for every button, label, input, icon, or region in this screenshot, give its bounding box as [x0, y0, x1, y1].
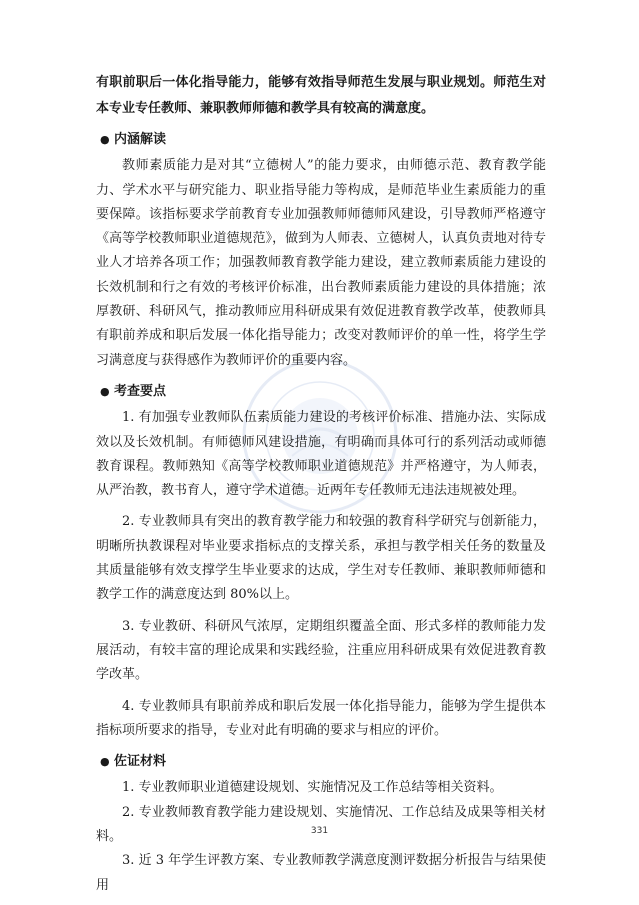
section-heading-evidence [96, 750, 546, 774]
page-number: 331 [310, 826, 329, 836]
key-point-item: 4. 专业教师具有职前养成和职后发展一体化指导能力，能够为学生提供本指标项所要求的指导，专业对此有明确的要求与相应的评价。 [96, 698, 546, 738]
section-heading-text: 佐证材料 [114, 754, 167, 770]
bullet-icon: ● [100, 133, 110, 146]
bullet-icon: ● [100, 384, 110, 398]
evidence-item: 3. 近 3 年学生评教方案、专业教师教学满意度测评数据分析报告与结果使用 [96, 853, 546, 893]
bullet-icon: ● [100, 755, 110, 769]
section-heading-text: 考查要点 [114, 383, 167, 399]
intro-paragraph: 有职前职后一体化指导能力，能够有效指导师范生发展与职业规划。师范生对本专业专任教师、兼职教师师德和教学具有较高的满意度。 [96, 75, 546, 116]
section-heading-connotation [96, 128, 546, 152]
key-point-item: 1. 有加强专业教师队伍素质能力建设的考核评价标准、措施办法、实际成效以及长效机制。有师德师风建设措施，有明确而具体可行的系列活动或师德教育课程。教师熟知《高等学校教师职业道德规范》并严格遵守，为人师表，从严治教，教书育人，遵守学术道德。近两年专任教师无违法违规被处理。 [96, 410, 546, 499]
evidence-item: 2. 专业教师教育教学能力建设规划、实施情况、工作总结及成果等相关材料。 [96, 804, 546, 845]
section-heading-text: 内涵解读 [114, 132, 167, 147]
section-heading-key-points [96, 380, 546, 404]
key-point-item: 2. 专业教师具有突出的教育教学能力和较强的教育科学研究与创新能力，明晰所执教课程对毕业要求指标点的支撑关系，承担与教学相关任务的数量及其质量能够有效支撑学生毕业要求的达成，学生对专任教师、兼职教师师德和教学工作的满意度达到 80%以上。 [96, 514, 546, 603]
evidence-item: 1. 专业教师职业道德建设规划、实施情况及工作总结等相关资料。 [122, 780, 503, 796]
connotation-paragraph: 教师素质能力是对其“立德树人”的能力要求，由师德示范、教育教学能力、学术水平与研究能力、职业指导能力等构成，是师范毕业生素质能力的重要保障。该指标要求学前教育专业加强教师师德师风建设，引导教师严格遵守《高等学校教师职业道德规范》，做到为人师表、立德树人，认真负责地对待专业人才培养各项工作；加强教师教育教学能力建设，建立教师素质能力建设的长效机制和行之有效的考核评价标准，出台教师素质能力建设的具体措施；浓厚教研、科研风气，推动教师应用科研成果有效促进教育教学改革，使教师具有职前养成和职后发展一体化指导能力；改变对教师评价的单一性，将学生学习满意度与获得感作为教师评价的重要内容。 [96, 158, 546, 368]
document-body [96, 70, 546, 898]
key-point-item: 3. 专业教研、科研风气浓厚，定期组织覆盖全面、形式多样的教师能力发展活动，有较丰富的理论成果和实践经验，注重应用科研成果有效促进教育教学改革。 [96, 618, 546, 683]
